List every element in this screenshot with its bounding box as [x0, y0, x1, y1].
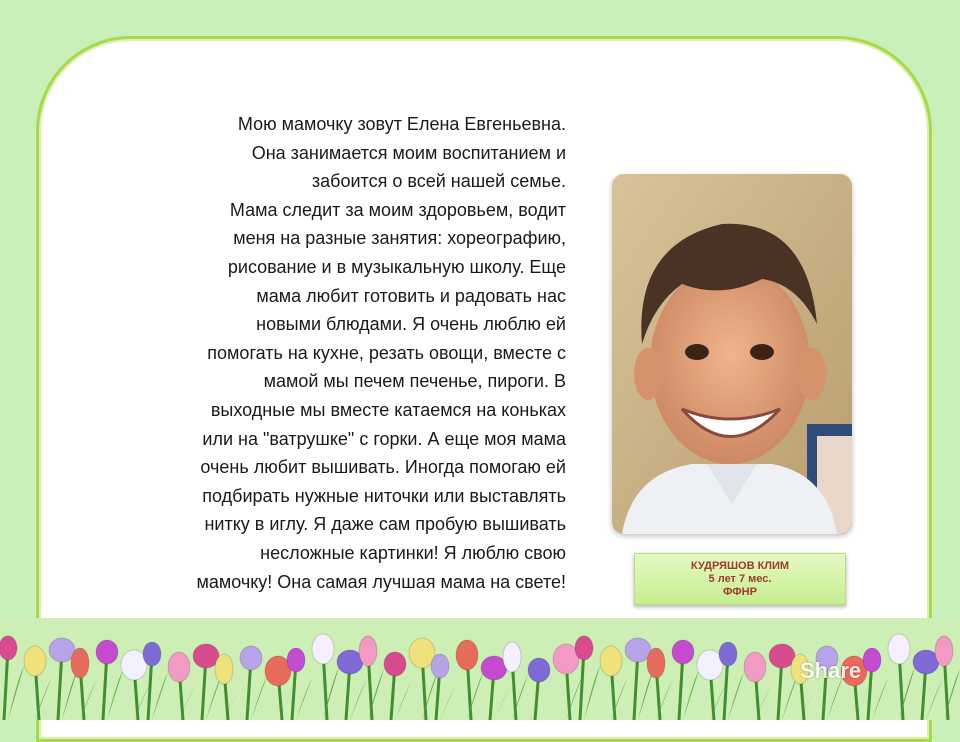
child-caption: [634, 553, 846, 605]
story-line: подбирать нужные ниточки или выставлять: [202, 485, 566, 506]
story-line: нитку в иглу. Я даже сам пробую вышивать: [204, 514, 566, 535]
story-line: или на "ватрушке" с горки. А еще моя мама: [202, 428, 566, 449]
watermark: Share: [800, 658, 862, 683]
story-line: мама любит готовить и радовать нас: [256, 285, 566, 306]
story-line: мамой мы печем печенье, пироги. В: [263, 371, 566, 392]
story-line: меня на разные занятия: хореографию,: [233, 228, 566, 249]
story-line: мамочку! Она самая лучшая мама на свете!: [196, 571, 566, 592]
story-line: Мою мамочку зовут Елена Евгеньевна.: [237, 114, 566, 134]
story-line: забоится о всей нашей семье.: [311, 171, 566, 192]
story-line: Она занимается моим воспитанием и: [251, 142, 566, 163]
story-line: несложные картинки! Я люблю свою: [260, 542, 566, 563]
child-age: 5 лет 7 мес.: [708, 573, 772, 585]
story-line: выходные мы вместе катаемся на коньках: [210, 399, 566, 420]
story-line: новыми блюдами. Я очень люблю ей: [256, 314, 566, 335]
story-line: рисование и в музыкальную школу. Еще: [227, 256, 566, 277]
story-line: помогать на кухне, резать овощи, вместе с: [207, 342, 566, 363]
child-name: КУДРЯШОВ КЛИМ: [690, 560, 790, 572]
child-group: ФФНР: [723, 586, 757, 598]
story-line: Мама следит за моим здоровьем, водит: [229, 199, 566, 220]
story-line: очень любит вышивать. Иногда помогаю ей: [200, 457, 566, 478]
child-photo: [612, 174, 852, 534]
story-text: [100, 110, 566, 596]
